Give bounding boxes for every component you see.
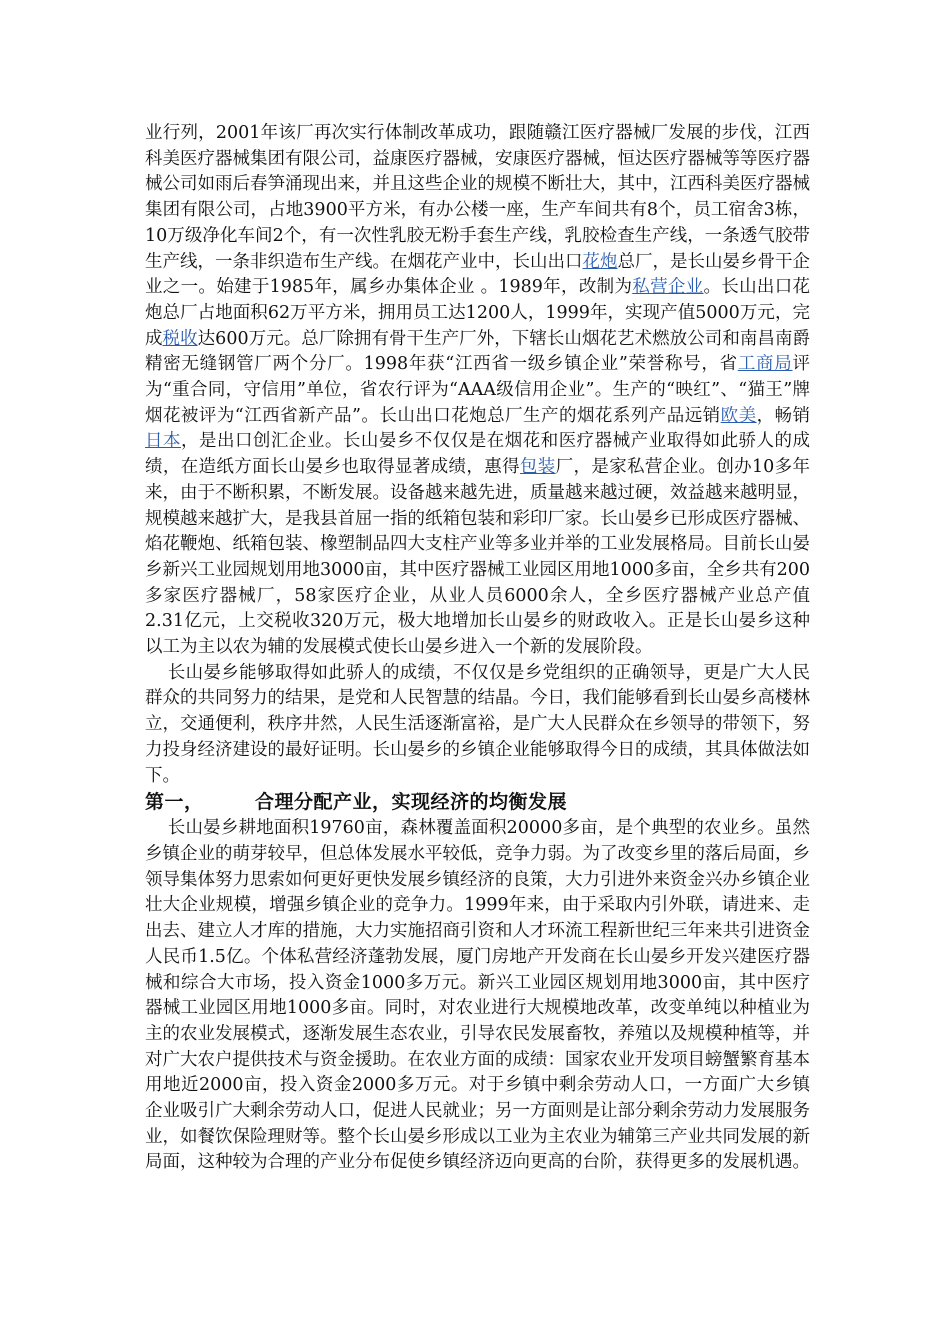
text-run: 业行列，2001年该厂再次实行体制改革成功，跟随赣江医疗器械厂发展的步伐，江西科美医疗器械集团有限公司，益康医疗器械，安康医疗器械，恒达医疗器械等等医疗器械公司如雨后春笋涌现出来，并且这些企业的规模不断壮大，其中，江西科美医疗器械集团有限公司，占地3900平方米，有办公楼一座，生产车间共有8个，员工宿舍3栋，10万级净化车间2个，有一次性乳胶无粉手套生产线，乳胶检查生产线，一条透气胶带生产线，一条非织造布生产线。在烟花产业中，长山出口 bbox=[145, 123, 810, 272]
text-run: 评为“重合同，守信用”单位，省农行评为“AAA级信用企业”。生产的“映红”、“猫王”牌烟花被评为“江西省新产品”。长山出口花炮总厂生产的烟花系列产品远销 bbox=[145, 354, 810, 426]
link-japan[interactable]: 日本 bbox=[145, 431, 181, 452]
link-packaging[interactable]: 包装 bbox=[519, 457, 556, 478]
link-europe-america[interactable]: 欧美 bbox=[720, 405, 757, 426]
text-run: 。长山出口花炮总厂占地面积62万平方米，拥用员工达1200人，1999年，实现产值5000万元，完成 bbox=[145, 277, 811, 349]
link-tax[interactable]: 税收 bbox=[162, 328, 198, 349]
section-heading bbox=[145, 789, 810, 816]
link-huapao[interactable]: 花炮 bbox=[582, 251, 618, 272]
heading-number: 第一， bbox=[145, 791, 204, 814]
paragraph-achievement: 长山晏乡能够取得如此骄人的成绩，不仅仅是乡党组织的正确领导，更是广大人民群众的共同努力的结果，是党和人民智慧的结晶。今日，我们能够看到长山晏乡高楼林立，交通便利，秩序井然，人民生活逐渐富裕，是广大人民群众在乡领导的带领下，努力投身经济建设的最好证明。长山晏乡的乡镇企业能够取得今日的成绩，其具体做法如下。 bbox=[145, 662, 810, 786]
text-run: ，是出口创汇企业。长山晏乡不仅仅是在烟花和医疗器械产业取得如此骄人的成绩，在造纸方面长山晏乡也取得显著成绩，惠得 bbox=[145, 431, 811, 478]
link-private-enterprise[interactable]: 私营企业 bbox=[632, 277, 704, 298]
paragraph-industry-distribution: 长山晏乡耕地面积19760亩，森林覆盖面积20000多亩，是个典型的农业乡。虽然乡镇企业的萌芽较早，但总体发展水平较低，竞争力弱。为了改变乡里的落后局面，乡领导集体努力思索如何更好更快发展乡镇经济的良策，大力引进外来资金兴办乡镇企业壮大企业规模，增强乡镇企业的竞争力。1999年来，由于采取内引外联，请进来、走出去、建立人才库的措施，大力实施招商引资和人才环流工程新世纪三年来共引进资金人民币1.5亿。个体私营经济蓬勃发展，厦门房地产开发商在长山晏乡开发兴建医疗器械和综合大市场，投入资金1000多万元。新兴工业园区规划用地3000亩，其中医疗器械工业园区用地1000多亩。同时，对农业进行大规模地改革，改变单纯以种植业为主的农业发展模式，逐渐发展生态农业，引导农民发展畜牧，养殖以及规模种植等，并对广大农户提供技术与资金援助。在农业方面的成绩：国家农业开发项目螃蟹繁育基本用地近2000亩，投入资金2000多万元。对于乡镇中剩余劳动人口，一方面广大乡镇企业吸引广大剩余劳动人口，促进人民就业；另一方面则是让部分剩余劳动力发展服务业，如餐饮保险理财等。整个长山晏乡形成以工业为主农业为辅第三产业共同发展的新局面，这种较为合理的产业分布促使乡镇经济迈向更高的台阶，获得更多的发展机遇。 bbox=[145, 818, 810, 1173]
text-run: 厂，是家私营企业。创办10多年来，由于不断积累，不断发展。设备越来越先进，质量越来越过硬，效益越来越明显，规模越来越扩大，是我县首屈一指的纸箱包装和彩印厂家。长山晏乡已形成医疗器械、焰花鞭炮、纸箱包装、橡塑制品四大支柱产业等多业并举的工业发展格局。目前长山晏乡新兴工业园规划用地3000亩，其中医疗器械工业园区用地1000多亩，全乡共有200多家医疗器械厂，58家医疗企业，从业人员6000余人，全乡医疗器械产业总产值2.31亿元，上交税收320万元，极大地增加长山晏乡的财政收入。正是长山晏乡这种以工为主以农为辅的发展模式使长山晏乡进入一个新的发展阶段。 bbox=[145, 457, 811, 658]
text-run: 达600万元。总厂除拥有骨干生产厂外，下辖长山烟花艺术燃放公司和南昌南爵精密无缝钢管厂两个分厂。1998年获“江西省一级乡镇企业”荣誉称号，省 bbox=[145, 328, 811, 375]
link-industry-bureau[interactable]: 工商局 bbox=[737, 354, 793, 375]
text-run: 总厂，是长山晏乡骨干企业之一。始建于1985年，属乡办集体企业 。1989年，改制为 bbox=[145, 251, 810, 298]
document-page bbox=[145, 121, 810, 1176]
text-run: ，畅销 bbox=[756, 405, 811, 426]
paragraph-industry bbox=[145, 121, 810, 661]
heading-title: 合理分配产业，实现经济的均衡发展 bbox=[255, 791, 568, 814]
